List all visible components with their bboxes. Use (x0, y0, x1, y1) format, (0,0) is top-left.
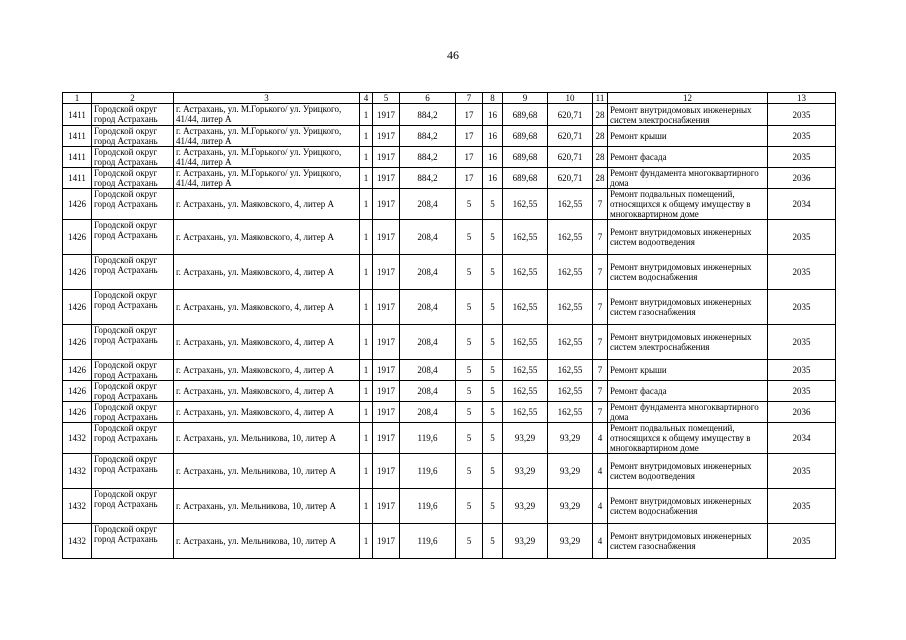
planned-year-cell: 2035 (768, 381, 836, 402)
col-4-cell: 1 (360, 220, 373, 255)
planned-year-cell: 2035 (768, 290, 836, 325)
area-10-cell: 93,29 (548, 524, 593, 559)
address-cell: г. Астрахань, ул. Маяковского, 4, литер А (174, 381, 360, 402)
col-4-cell: 1 (360, 189, 373, 220)
address-cell: г. Астрахань, ул. Маяковского, 4, литер А (174, 255, 360, 290)
row-id-cell: 1426 (63, 402, 92, 423)
planned-year-cell: 2035 (768, 255, 836, 290)
total-area-cell: 208,4 (400, 255, 456, 290)
col-4-cell: 1 (360, 168, 373, 189)
table-row (63, 402, 836, 423)
col-8-cell: 16 (483, 147, 503, 168)
column-number-row (63, 93, 836, 104)
page-number: 46 (447, 48, 459, 62)
planned-year-cell: 2035 (768, 147, 836, 168)
area-9-cell: 162,55 (503, 325, 548, 360)
row-id-cell: 1411 (63, 104, 92, 126)
address-cell: г. Астрахань, ул. М.Горького/ ул. Урицкого, 41/44, литер А (174, 147, 360, 168)
municipality-cell: Городской округ город Астрахань (92, 168, 174, 189)
area-10-cell: 162,55 (548, 381, 593, 402)
repair-type-cell: Ремонт внутридомовых инженерных систем водоотведения (608, 454, 768, 489)
col-4-cell: 1 (360, 524, 373, 559)
area-9-cell: 93,29 (503, 454, 548, 489)
total-area-cell: 884,2 (400, 147, 456, 168)
col-7-cell: 17 (456, 168, 483, 189)
total-area-cell: 884,2 (400, 126, 456, 147)
table-row (63, 189, 836, 220)
column-number: 6 (400, 93, 456, 104)
col-8-cell: 5 (483, 255, 503, 290)
residents-cell: 4 (593, 454, 608, 489)
planned-year-cell: 2034 (768, 423, 836, 454)
row-id-cell: 1432 (63, 423, 92, 454)
col-8-cell: 5 (483, 454, 503, 489)
repair-register-table (62, 92, 836, 559)
planned-year-cell: 2035 (768, 454, 836, 489)
col-8-cell: 5 (483, 402, 503, 423)
col-7-cell: 17 (456, 126, 483, 147)
address-cell: г. Астрахань, ул. Маяковского, 4, литер А (174, 402, 360, 423)
area-9-cell: 162,55 (503, 189, 548, 220)
address-cell: г. Астрахань, ул. Мельникова, 10, литер А (174, 454, 360, 489)
col-8-cell: 5 (483, 189, 503, 220)
col-4-cell: 1 (360, 454, 373, 489)
row-id-cell: 1426 (63, 325, 92, 360)
repair-type-cell: Ремонт фундамента многоквартирного дома (608, 402, 768, 423)
municipality-cell: Городской округ город Астрахань (92, 189, 174, 220)
repair-type-cell: Ремонт внутридомовых инженерных систем водоснабжения (608, 255, 768, 290)
year-built-cell: 1917 (373, 402, 400, 423)
area-10-cell: 620,71 (548, 168, 593, 189)
table-row (63, 489, 836, 524)
row-id-cell: 1432 (63, 454, 92, 489)
col-8-cell: 5 (483, 524, 503, 559)
total-area-cell: 208,4 (400, 360, 456, 381)
repair-type-cell: Ремонт фундамента многоквартирного дома (608, 168, 768, 189)
col-8-cell: 16 (483, 104, 503, 126)
table-row (63, 220, 836, 255)
repair-type-cell: Ремонт подвальных помещений, относящихся к общему имуществу в многоквартирном доме (608, 423, 768, 454)
area-9-cell: 162,55 (503, 360, 548, 381)
area-10-cell: 162,55 (548, 255, 593, 290)
year-built-cell: 1917 (373, 220, 400, 255)
total-area-cell: 208,4 (400, 290, 456, 325)
repair-type-cell: Ремонт внутридомовых инженерных систем газоснабжения (608, 524, 768, 559)
repair-type-cell: Ремонт фасада (608, 381, 768, 402)
col-4-cell: 1 (360, 126, 373, 147)
table-row (63, 147, 836, 168)
column-number: 12 (608, 93, 768, 104)
col-4-cell: 1 (360, 489, 373, 524)
total-area-cell: 208,4 (400, 220, 456, 255)
area-10-cell: 162,55 (548, 360, 593, 381)
planned-year-cell: 2034 (768, 189, 836, 220)
repair-type-cell: Ремонт внутридомовых инженерных систем электроснабжения (608, 325, 768, 360)
col-7-cell: 17 (456, 147, 483, 168)
planned-year-cell: 2035 (768, 360, 836, 381)
residents-cell: 28 (593, 147, 608, 168)
residents-cell: 28 (593, 168, 608, 189)
planned-year-cell: 2035 (768, 325, 836, 360)
area-10-cell: 93,29 (548, 423, 593, 454)
area-10-cell: 162,55 (548, 325, 593, 360)
municipality-cell: Городской округ город Астрахань (92, 126, 174, 147)
year-built-cell: 1917 (373, 524, 400, 559)
col-4-cell: 1 (360, 147, 373, 168)
column-number: 5 (373, 93, 400, 104)
total-area-cell: 119,6 (400, 524, 456, 559)
table-row (63, 126, 836, 147)
year-built-cell: 1917 (373, 255, 400, 290)
col-8-cell: 5 (483, 381, 503, 402)
total-area-cell: 119,6 (400, 454, 456, 489)
row-id-cell: 1411 (63, 168, 92, 189)
col-4-cell: 1 (360, 360, 373, 381)
col-8-cell: 5 (483, 325, 503, 360)
col-4-cell: 1 (360, 325, 373, 360)
municipality-cell: Городской округ город Астрахань (92, 325, 174, 360)
area-9-cell: 93,29 (503, 423, 548, 454)
municipality-cell: Городской округ город Астрахань (92, 104, 174, 126)
municipality-cell: Городской округ город Астрахань (92, 402, 174, 423)
row-id-cell: 1432 (63, 524, 92, 559)
residents-cell: 4 (593, 489, 608, 524)
table-row (63, 360, 836, 381)
repair-type-cell: Ремонт внутридомовых инженерных систем водоснабжения (608, 489, 768, 524)
row-id-cell: 1426 (63, 360, 92, 381)
planned-year-cell: 2036 (768, 168, 836, 189)
municipality-cell: Городской округ город Астрахань (92, 290, 174, 325)
area-9-cell: 689,68 (503, 104, 548, 126)
year-built-cell: 1917 (373, 104, 400, 126)
col-8-cell: 5 (483, 360, 503, 381)
municipality-cell: Городской округ город Астрахань (92, 423, 174, 454)
planned-year-cell: 2035 (768, 220, 836, 255)
column-number: 2 (92, 93, 174, 104)
planned-year-cell: 2035 (768, 489, 836, 524)
col-7-cell: 5 (456, 325, 483, 360)
repair-type-cell: Ремонт фасада (608, 147, 768, 168)
area-9-cell: 689,68 (503, 126, 548, 147)
year-built-cell: 1917 (373, 489, 400, 524)
row-id-cell: 1411 (63, 147, 92, 168)
repair-type-cell: Ремонт крыши (608, 360, 768, 381)
residents-cell: 7 (593, 381, 608, 402)
area-9-cell: 689,68 (503, 168, 548, 189)
area-9-cell: 162,55 (503, 220, 548, 255)
year-built-cell: 1917 (373, 325, 400, 360)
col-7-cell: 5 (456, 489, 483, 524)
municipality-cell: Городской округ город Астрахань (92, 524, 174, 559)
col-7-cell: 5 (456, 290, 483, 325)
col-4-cell: 1 (360, 423, 373, 454)
area-10-cell: 162,55 (548, 402, 593, 423)
municipality-cell: Городской округ город Астрахань (92, 147, 174, 168)
area-10-cell: 162,55 (548, 290, 593, 325)
total-area-cell: 208,4 (400, 325, 456, 360)
year-built-cell: 1917 (373, 126, 400, 147)
col-8-cell: 16 (483, 168, 503, 189)
area-9-cell: 689,68 (503, 147, 548, 168)
address-cell: г. Астрахань, ул. М.Горького/ ул. Урицкого, 41/44, литер А (174, 104, 360, 126)
area-9-cell: 93,29 (503, 524, 548, 559)
table-row (63, 325, 836, 360)
area-10-cell: 93,29 (548, 454, 593, 489)
address-cell: г. Астрахань, ул. М.Горького/ ул. Урицкого, 41/44, литер А (174, 168, 360, 189)
row-id-cell: 1426 (63, 290, 92, 325)
area-9-cell: 162,55 (503, 402, 548, 423)
table-row (63, 454, 836, 489)
total-area-cell: 884,2 (400, 104, 456, 126)
total-area-cell: 208,4 (400, 402, 456, 423)
municipality-cell: Городской округ город Астрахань (92, 220, 174, 255)
row-id-cell: 1426 (63, 189, 92, 220)
address-cell: г. Астрахань, ул. Маяковского, 4, литер А (174, 325, 360, 360)
area-9-cell: 93,29 (503, 489, 548, 524)
row-id-cell: 1426 (63, 220, 92, 255)
area-9-cell: 162,55 (503, 381, 548, 402)
column-number: 11 (593, 93, 608, 104)
col-4-cell: 1 (360, 381, 373, 402)
residents-cell: 28 (593, 126, 608, 147)
area-9-cell: 162,55 (503, 255, 548, 290)
municipality-cell: Городской округ город Астрахань (92, 360, 174, 381)
total-area-cell: 119,6 (400, 423, 456, 454)
col-7-cell: 5 (456, 220, 483, 255)
year-built-cell: 1917 (373, 168, 400, 189)
repair-type-cell: Ремонт подвальных помещений, относящихся к общему имуществу в многоквартирном доме (608, 189, 768, 220)
area-9-cell: 162,55 (503, 290, 548, 325)
address-cell: г. Астрахань, ул. Мельникова, 10, литер А (174, 524, 360, 559)
table-row (63, 290, 836, 325)
year-built-cell: 1917 (373, 423, 400, 454)
col-8-cell: 5 (483, 290, 503, 325)
municipality-cell: Городской округ город Астрахань (92, 489, 174, 524)
planned-year-cell: 2035 (768, 524, 836, 559)
table-row (63, 423, 836, 454)
residents-cell: 7 (593, 255, 608, 290)
residents-cell: 7 (593, 325, 608, 360)
table-row (63, 524, 836, 559)
col-7-cell: 5 (456, 381, 483, 402)
address-cell: г. Астрахань, ул. Маяковского, 4, литер А (174, 220, 360, 255)
area-10-cell: 162,55 (548, 220, 593, 255)
column-number: 8 (483, 93, 503, 104)
row-id-cell: 1426 (63, 381, 92, 402)
residents-cell: 28 (593, 104, 608, 126)
col-8-cell: 16 (483, 126, 503, 147)
residents-cell: 4 (593, 423, 608, 454)
residents-cell: 7 (593, 402, 608, 423)
col-4-cell: 1 (360, 104, 373, 126)
area-10-cell: 620,71 (548, 147, 593, 168)
table-row (63, 104, 836, 126)
col-7-cell: 5 (456, 524, 483, 559)
col-4-cell: 1 (360, 290, 373, 325)
repair-type-cell: Ремонт внутридомовых инженерных систем водоотведения (608, 220, 768, 255)
column-number: 10 (548, 93, 593, 104)
col-7-cell: 5 (456, 423, 483, 454)
table-row (63, 381, 836, 402)
residents-cell: 7 (593, 220, 608, 255)
total-area-cell: 119,6 (400, 489, 456, 524)
year-built-cell: 1917 (373, 189, 400, 220)
address-cell: г. Астрахань, ул. Маяковского, 4, литер А (174, 360, 360, 381)
total-area-cell: 884,2 (400, 168, 456, 189)
row-id-cell: 1432 (63, 489, 92, 524)
year-built-cell: 1917 (373, 147, 400, 168)
col-8-cell: 5 (483, 423, 503, 454)
year-built-cell: 1917 (373, 360, 400, 381)
col-7-cell: 5 (456, 454, 483, 489)
area-10-cell: 162,55 (548, 189, 593, 220)
row-id-cell: 1411 (63, 126, 92, 147)
year-built-cell: 1917 (373, 454, 400, 489)
planned-year-cell: 2035 (768, 104, 836, 126)
col-7-cell: 5 (456, 189, 483, 220)
column-number: 9 (503, 93, 548, 104)
municipality-cell: Городской округ город Астрахань (92, 454, 174, 489)
total-area-cell: 208,4 (400, 189, 456, 220)
repair-type-cell: Ремонт крыши (608, 126, 768, 147)
table-row (63, 255, 836, 290)
row-id-cell: 1426 (63, 255, 92, 290)
area-10-cell: 620,71 (548, 126, 593, 147)
repair-type-cell: Ремонт внутридомовых инженерных систем электроснабжения (608, 104, 768, 126)
column-number: 4 (360, 93, 373, 104)
col-7-cell: 5 (456, 402, 483, 423)
residents-cell: 7 (593, 189, 608, 220)
planned-year-cell: 2035 (768, 126, 836, 147)
year-built-cell: 1917 (373, 290, 400, 325)
address-cell: г. Астрахань, ул. Мельникова, 10, литер А (174, 423, 360, 454)
residents-cell: 4 (593, 524, 608, 559)
col-7-cell: 17 (456, 104, 483, 126)
municipality-cell: Городской округ город Астрахань (92, 255, 174, 290)
address-cell: г. Астрахань, ул. М.Горького/ ул. Урицкого, 41/44, литер А (174, 126, 360, 147)
column-number: 7 (456, 93, 483, 104)
table-row (63, 168, 836, 189)
column-number: 13 (768, 93, 836, 104)
address-cell: г. Астрахань, ул. Мельникова, 10, литер А (174, 489, 360, 524)
address-cell: г. Астрахань, ул. Маяковского, 4, литер А (174, 290, 360, 325)
col-8-cell: 5 (483, 489, 503, 524)
municipality-cell: Городской округ город Астрахань (92, 381, 174, 402)
column-number: 3 (174, 93, 360, 104)
residents-cell: 7 (593, 290, 608, 325)
col-4-cell: 1 (360, 255, 373, 290)
col-7-cell: 5 (456, 255, 483, 290)
repair-type-cell: Ремонт внутридомовых инженерных систем газоснабжения (608, 290, 768, 325)
total-area-cell: 208,4 (400, 381, 456, 402)
col-4-cell: 1 (360, 402, 373, 423)
area-10-cell: 620,71 (548, 104, 593, 126)
planned-year-cell: 2036 (768, 402, 836, 423)
address-cell: г. Астрахань, ул. Маяковского, 4, литер А (174, 189, 360, 220)
year-built-cell: 1917 (373, 381, 400, 402)
area-10-cell: 93,29 (548, 489, 593, 524)
column-number: 1 (63, 93, 92, 104)
col-7-cell: 5 (456, 360, 483, 381)
residents-cell: 7 (593, 360, 608, 381)
col-8-cell: 5 (483, 220, 503, 255)
